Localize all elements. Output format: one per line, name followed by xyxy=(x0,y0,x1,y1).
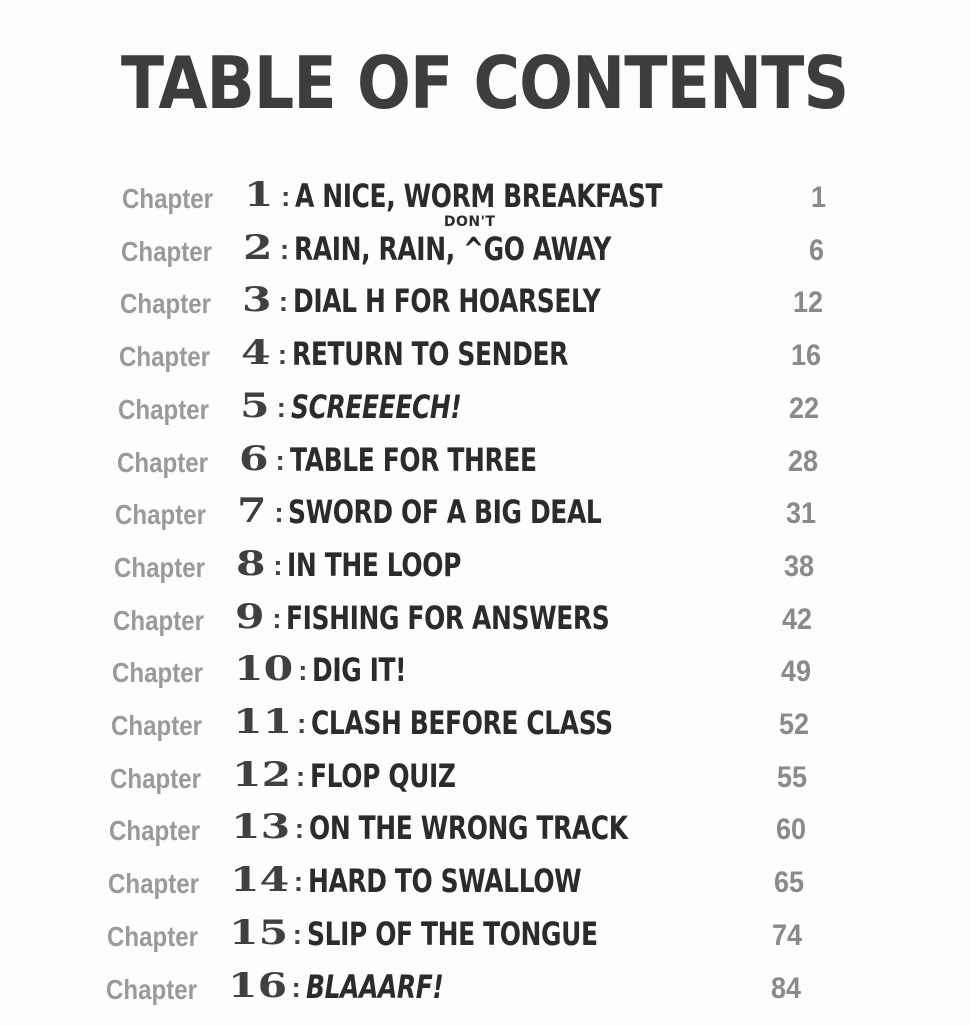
chapter-title: DIG IT! xyxy=(312,651,407,690)
toc-row[interactable] xyxy=(115,491,875,541)
chapter-separator: : xyxy=(275,444,285,476)
page-number: 55 xyxy=(777,760,808,794)
chapter-separator: : xyxy=(291,971,301,1003)
page-number: 16 xyxy=(790,339,821,373)
chapter-separator: : xyxy=(277,339,288,371)
chapter-separator: : xyxy=(274,497,284,529)
chapter-number: 12 xyxy=(231,754,292,795)
page-number: 38 xyxy=(784,549,815,583)
chapter-number: 13 xyxy=(230,807,290,848)
chapter-title: RAIN, RAIN, ^GO AWAY xyxy=(293,229,611,268)
chapter-separator: : xyxy=(294,813,305,845)
page-number: 52 xyxy=(778,708,809,741)
chapter-word: Chapter xyxy=(112,657,204,689)
chapter-word: Chapter xyxy=(107,868,199,900)
chapter-word: Chapter xyxy=(119,288,211,320)
chapter-word: Chapter xyxy=(109,762,201,794)
chapter-word: Chapter xyxy=(115,499,207,531)
page-title: TABLE OF CONTENTS xyxy=(120,41,849,125)
insert-annotation: DON'T xyxy=(443,213,496,230)
chapter-word: Chapter xyxy=(111,710,202,741)
chapter-title: HARD TO SWALLOW xyxy=(307,862,581,901)
chapter-title: SCREEEECH! xyxy=(290,387,461,426)
chapter-separator: : xyxy=(297,708,307,739)
page-number: 84 xyxy=(770,971,801,1005)
toc-row[interactable] xyxy=(118,386,878,436)
page-number: 42 xyxy=(782,602,813,636)
chapter-word: Chapter xyxy=(105,973,197,1005)
chapter-separator: : xyxy=(295,760,306,792)
toc-row[interactable] xyxy=(112,649,872,699)
chapter-number: 1 xyxy=(244,175,274,215)
toc-row[interactable] xyxy=(110,755,870,805)
page-number: 22 xyxy=(789,391,820,425)
chapter-separator: : xyxy=(273,549,283,581)
chapter-title: FLOP QUIZ xyxy=(309,756,456,795)
page-number: 74 xyxy=(772,918,803,952)
page-number: 1 xyxy=(810,181,826,214)
chapter-word: Chapter xyxy=(108,815,200,847)
chapter-word: Chapter xyxy=(116,446,208,478)
toc-row[interactable] xyxy=(107,913,867,963)
chapter-title: SLIP OF THE TONGUE xyxy=(306,914,598,953)
chapter-title: ON THE WRONG TRACK xyxy=(308,809,628,848)
chapter-separator: : xyxy=(298,655,308,687)
chapter-word: Chapter xyxy=(122,183,213,214)
chapter-separator: : xyxy=(292,918,302,950)
chapter-title: IN THE LOOP xyxy=(287,545,462,584)
chapter-title: CLASH BEFORE CLASS xyxy=(311,704,613,742)
toc-row[interactable] xyxy=(106,966,866,1016)
toc-row[interactable] xyxy=(108,860,868,910)
toc-row[interactable] xyxy=(109,807,869,857)
chapter-number: 14 xyxy=(229,860,289,901)
page-number: 28 xyxy=(787,444,818,478)
table-of-contents-list xyxy=(0,175,971,1015)
page-number: 6 xyxy=(809,233,825,267)
chapter-number: 4 xyxy=(240,333,271,374)
chapter-number: 9 xyxy=(235,596,265,637)
page-number: 12 xyxy=(792,286,823,320)
chapter-number: 11 xyxy=(233,702,293,742)
chapter-separator: : xyxy=(272,602,282,634)
page-number: 49 xyxy=(780,655,811,689)
chapter-title: SWORD OF A BIG DEAL xyxy=(288,493,602,532)
chapter-number: 2 xyxy=(242,227,273,268)
chapter-number: 16 xyxy=(227,965,287,1006)
chapter-title: DIAL H FOR HOARSELY xyxy=(292,282,601,321)
chapter-number: 6 xyxy=(238,438,269,479)
page-number: 65 xyxy=(773,866,804,900)
chapter-word: Chapter xyxy=(113,604,205,636)
chapter-word: Chapter xyxy=(106,920,198,952)
chapter-title: BLAAARF! xyxy=(305,967,443,1006)
chapter-title: A NICE, WORM BREAKFAST xyxy=(295,177,663,215)
chapter-number: 8 xyxy=(236,543,266,584)
chapter-word: Chapter xyxy=(117,393,209,425)
chapter-title: RETURN TO SENDER xyxy=(291,335,568,374)
chapter-separator: : xyxy=(276,391,286,423)
chapter-separator: : xyxy=(281,181,291,212)
toc-row[interactable] xyxy=(119,333,879,383)
toc-row[interactable] xyxy=(117,439,877,489)
page-number: 31 xyxy=(785,497,816,531)
toc-row[interactable] xyxy=(120,213,881,278)
chapter-word: Chapter xyxy=(114,551,206,583)
chapter-number: 15 xyxy=(228,912,288,953)
toc-row[interactable] xyxy=(122,175,882,225)
toc-row[interactable] xyxy=(111,702,871,752)
toc-row[interactable] xyxy=(113,597,873,647)
chapter-title: FISHING FOR ANSWERS xyxy=(286,598,610,637)
chapter-separator: : xyxy=(278,286,289,318)
chapter-title: TABLE FOR THREE xyxy=(289,440,537,479)
chapter-number: 5 xyxy=(239,385,270,426)
chapter-number: 7 xyxy=(237,491,267,532)
chapter-separator: : xyxy=(279,233,290,265)
chapter-number: 3 xyxy=(241,280,272,321)
page-number: 60 xyxy=(775,813,806,847)
toc-row[interactable] xyxy=(120,280,880,330)
chapter-word: Chapter xyxy=(120,235,212,267)
toc-row[interactable] xyxy=(114,544,874,594)
chapter-word: Chapter xyxy=(118,341,210,373)
chapter-number: 10 xyxy=(234,649,294,690)
chapter-separator: : xyxy=(293,866,304,898)
